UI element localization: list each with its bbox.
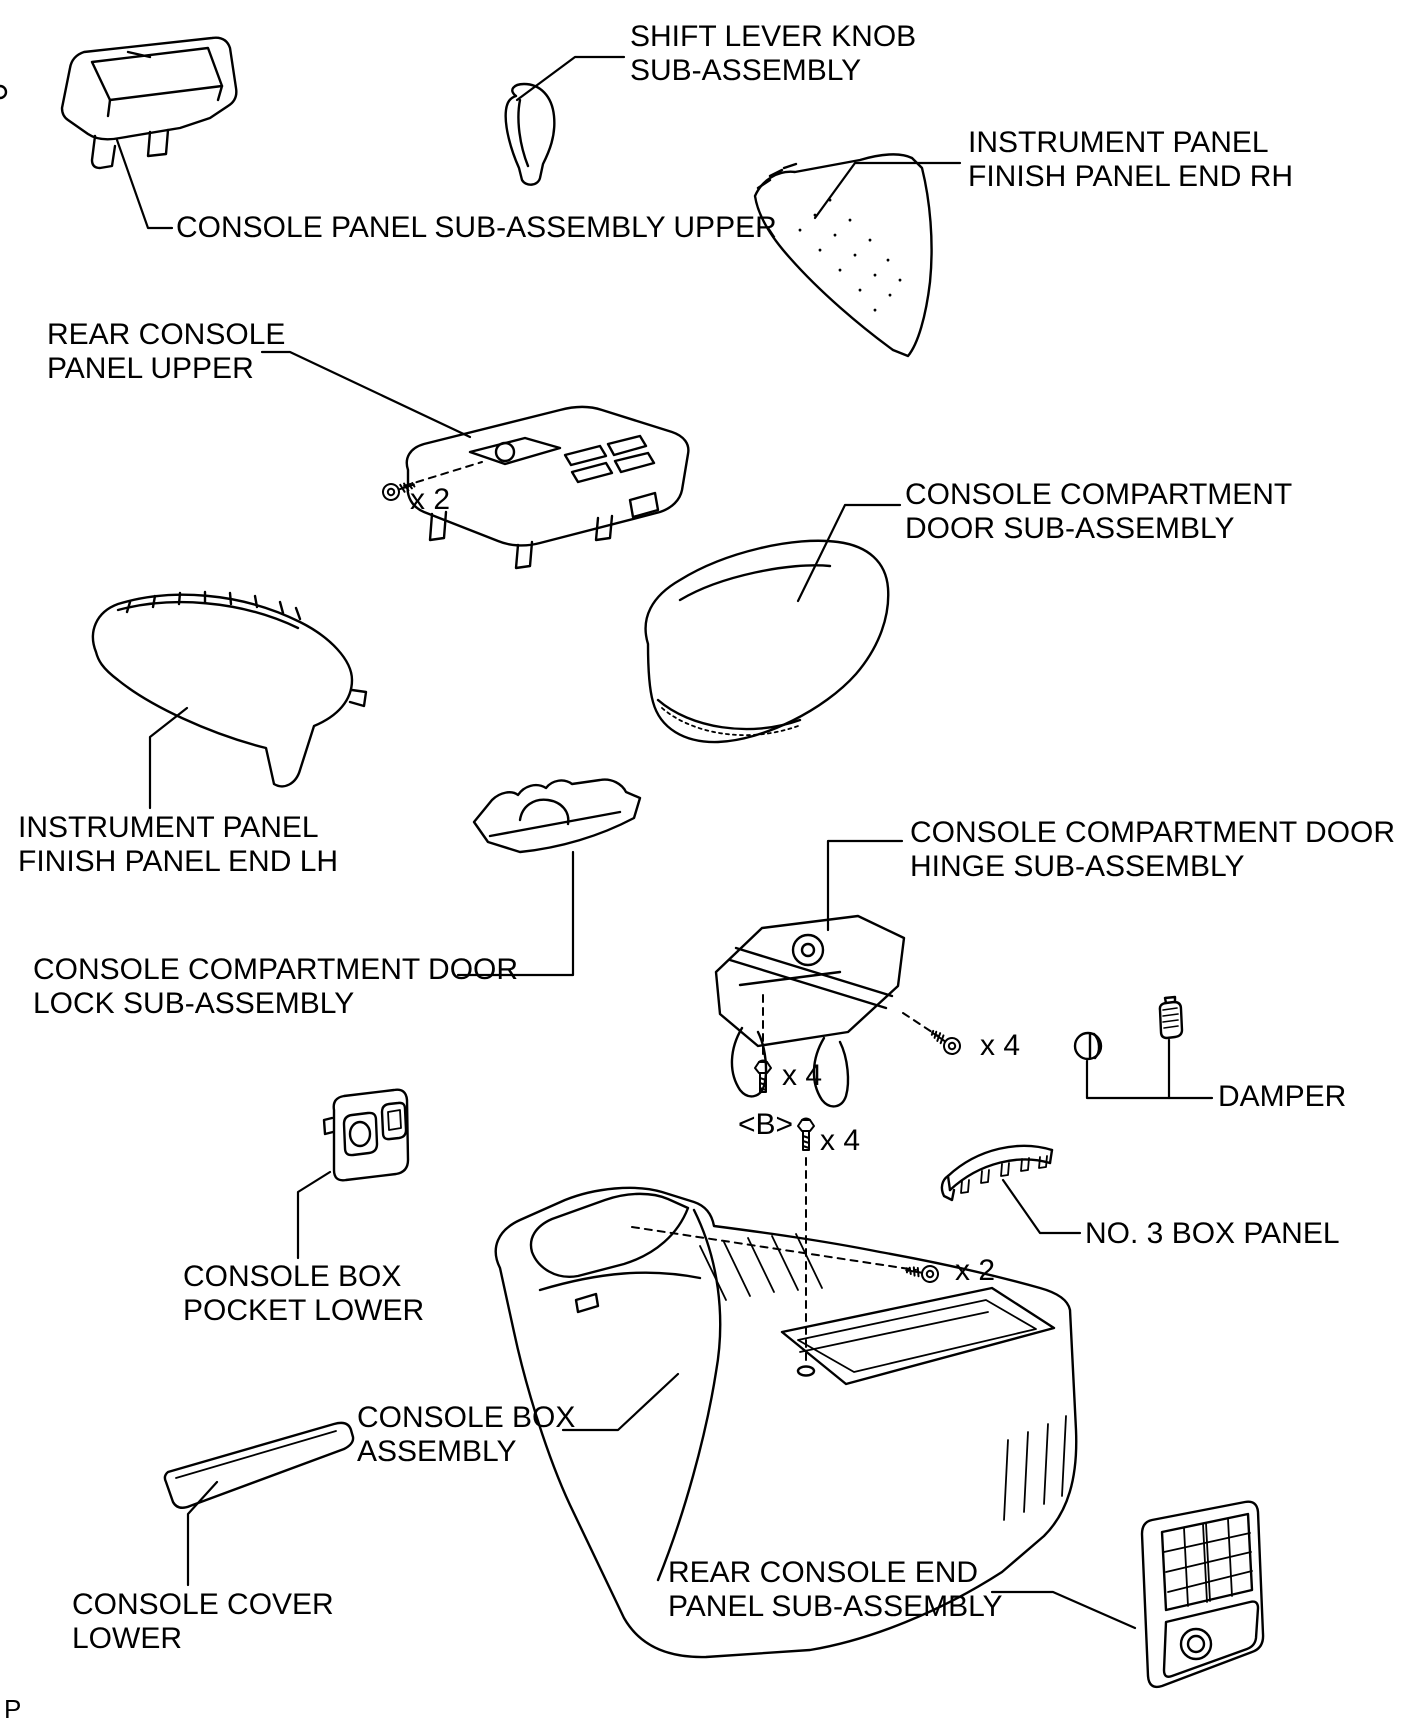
damper-parts-drawing	[1075, 997, 1182, 1059]
label-damper	[1218, 1080, 1346, 1114]
leader-shift-knob	[517, 57, 624, 100]
label-line: FINISH PANEL END LH	[18, 845, 339, 878]
label-line: CONSOLE COMPARTMENT	[905, 478, 1293, 511]
label-console-box-pocket-lower	[183, 1260, 424, 1328]
label-rear-console-end-panel-sub-assembly	[668, 1556, 1003, 1624]
leader-console-box-pocket	[298, 1172, 330, 1258]
label-console-compartment-door-lock-sub-assembly	[33, 953, 518, 1021]
label-line: REAR CONSOLE	[47, 318, 286, 351]
leader-damper	[1087, 1061, 1212, 1098]
label-line: SUB-ASSEMBLY	[630, 54, 862, 87]
label-line: ASSEMBLY	[357, 1435, 517, 1468]
bolt-icon-b	[798, 1119, 814, 1151]
rear-console-end-panel-drawing	[1142, 1502, 1263, 1687]
label-console-box-assembly	[357, 1401, 575, 1469]
label-line: HINGE SUB-ASSEMBLY	[910, 850, 1245, 883]
label-line: CONSOLE PANEL SUB-ASSEMBLY UPPER	[176, 211, 777, 244]
leader-no3-box-panel	[1003, 1180, 1080, 1233]
label-rear-console-panel-upper	[47, 318, 285, 386]
label-line: INSTRUMENT PANEL	[18, 811, 319, 844]
console-compartment-door-lock-drawing	[474, 780, 640, 852]
no-3-box-panel-drawing	[942, 1146, 1052, 1200]
label-console-compartment-door-sub-assembly	[905, 478, 1292, 546]
console-compartment-door-drawing	[646, 541, 889, 742]
console-cover-lower-drawing	[165, 1423, 353, 1508]
label-line: CONSOLE COMPARTMENT DOOR	[910, 816, 1396, 849]
marker-screw-x4-hinge: x 4	[980, 1029, 1021, 1062]
label-console-panel-sub-assembly-upper	[176, 211, 777, 245]
leader-inst-panel-rh	[815, 163, 960, 218]
marker-screw-x2-console-box: x 2	[955, 1254, 996, 1287]
fastener-dashed-lines	[404, 462, 938, 1362]
label-line: CONSOLE COMPARTMENT DOOR	[33, 953, 519, 986]
label-shift-lever-knob-sub-assembly	[630, 20, 916, 88]
leader-rear-console-end-panel	[992, 1592, 1135, 1628]
screw-icon-hinge	[928, 1026, 963, 1057]
label-line: NO. 3 BOX PANEL	[1085, 1217, 1340, 1250]
console-panel-sub-assembly-upper-drawing	[0, 38, 236, 168]
label-console-compartment-door-hinge-sub-assembly	[910, 816, 1395, 884]
label-line: POCKET LOWER	[183, 1294, 425, 1327]
label-line: PANEL SUB-ASSEMBLY	[668, 1590, 1003, 1623]
label-instrument-panel-finish-panel-end-rh	[968, 126, 1293, 194]
leader-door-hinge	[828, 841, 902, 930]
page-corner-mark: P	[4, 1694, 22, 1724]
label-line: DOOR SUB-ASSEMBLY	[905, 512, 1235, 545]
instrument-panel-finish-panel-end-lh-drawing	[93, 592, 366, 786]
marker-screw-x2-rear-console-panel: x 2	[410, 483, 451, 516]
label-console-cover-lower	[72, 1588, 334, 1656]
label-line: INSTRUMENT PANEL	[968, 126, 1269, 159]
label-line: LOCK SUB-ASSEMBLY	[33, 987, 355, 1020]
label-line: REAR CONSOLE END	[668, 1556, 979, 1589]
console-box-pocket-lower-drawing	[324, 1090, 408, 1181]
marker-bolt-b-x4: x 4	[820, 1124, 861, 1157]
leader-rear-console-panel-upper	[262, 352, 470, 437]
label-line: SHIFT LEVER KNOB	[630, 20, 917, 53]
label-instrument-panel-finish-panel-end-lh	[18, 811, 338, 879]
marker-bolt-b-tag: <B>	[738, 1108, 794, 1141]
label-line: CONSOLE BOX	[357, 1401, 576, 1434]
label-line: CONSOLE COVER	[72, 1588, 334, 1621]
label-line: CONSOLE BOX	[183, 1260, 402, 1293]
label-no-3-box-panel	[1085, 1217, 1340, 1251]
screw-icon-console-box	[905, 1262, 939, 1283]
label-line: LOWER	[72, 1622, 183, 1655]
label-line: FINISH PANEL END RH	[968, 160, 1294, 193]
instrument-panel-finish-panel-end-rh-drawing	[755, 154, 932, 356]
leader-inst-panel-lh	[150, 708, 187, 808]
label-line: DAMPER	[1218, 1080, 1347, 1113]
marker-bolt-x4-hinge: x 4	[782, 1059, 823, 1092]
leader-console-box-assembly	[563, 1374, 678, 1430]
label-line: PANEL UPPER	[47, 352, 254, 385]
leader-console-compartment-door	[798, 505, 900, 601]
shift-lever-knob-drawing	[506, 84, 555, 185]
